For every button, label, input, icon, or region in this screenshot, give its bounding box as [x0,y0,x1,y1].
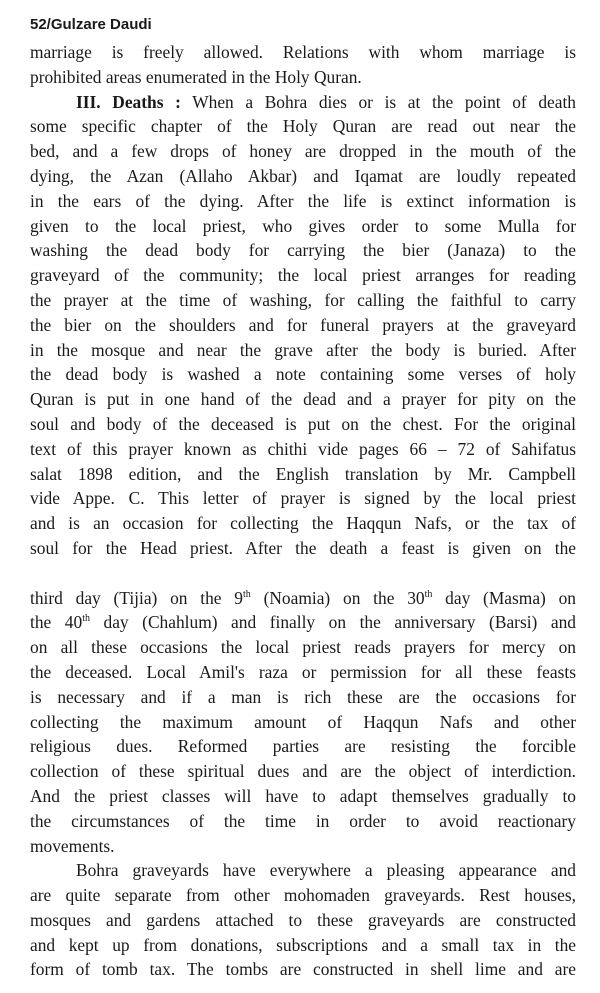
text-line: some specific chapter of the Holy Quran are read out near the [30,116,576,137]
text-line: mosques and gardens attached to these graveyards are constructed [30,909,576,930]
paragraph-graveyards [30,858,576,982]
text-line: is necessary and if a man is rich these are the occasions for [30,686,576,707]
ordinal-suffix: th [424,588,433,600]
text-run: When a Bohra dies or is at the point of death [180,91,576,112]
text-line [30,586,576,611]
text-line [30,90,576,115]
text-line: on all these occasions the local priest reads prayers for mercy on [30,637,576,658]
text-line: marriage is freely allowed. Relations with whom marriage is [30,42,576,62]
text-line: movements. [30,835,115,856]
text-run: the 40 [30,612,83,633]
text-line: Bohra graveyards have everywhere a pleasing appearance and [76,860,576,881]
text-line: And the priest classes will have to adapt themselves gradually to [30,785,576,806]
text-line: given to the local priest, who gives order to some Mulla for [30,215,576,236]
text-line: in the ears of the dying. After the life is extinct information is [30,190,576,211]
text-line: text of this prayer known as chithi vide pages 66 – 72 of Sahifatus [30,438,576,459]
text-line: vide Appe. C. This letter of prayer is signed by the local priest [30,488,576,509]
text-line: religious dues. Reformed parties are resisting the forcible [30,736,576,757]
text-line: in the mosque and near the grave after the body is buried. After [30,339,576,360]
text-line: salat 1898 edition, and the English translation by Mr. Campbell [30,463,576,484]
text-line: prohibited areas enumerated in the Holy Quran. [30,66,362,87]
text-line: dying, the Azan (Allaho Akbar) and Iqamat are loudly repeated [30,165,576,186]
text-line: collection of these spiritual dues and are the object of interdiction. [30,761,576,782]
paragraph-marriage [30,40,576,90]
text-line: soul and body of the deceased is put on the chest. For the original [30,413,576,434]
text-line [30,561,576,586]
text-line: graveyard of the community; the local priest arranges for reading [30,265,576,286]
section-heading: III. Deaths : [76,91,181,112]
ordinal-suffix: th [82,613,90,625]
text-line: the circumstances of the time in order to avoid reactionary [30,810,576,831]
text-line: the dead body is washed a note containing some verses of holy [30,364,576,385]
running-head: 52/Gulzare Daudi [30,16,152,33]
text-line: and is an occasion for collecting the Haqqun Nafs, or the tax of [30,513,576,534]
text-run: day (Chahlum) and finally on the anniversary (Barsi) and [89,612,576,633]
text-line [30,610,576,635]
text-line: the prayer at the time of washing, for calling the faithful to carry [30,289,576,310]
text-line: are quite separate from other mohomaden graveyards. Rest houses, [30,885,576,906]
text-run: day (Masma) on [432,587,576,608]
text-line: the bier on the shoulders and for funeral prayers at the graveyard [30,314,576,335]
text-line: and kept up from donations, subscriptions and a small tax in the [30,934,576,955]
text-run: third day (Tijia) on the 9 [30,587,244,608]
text-line: bed, and a few drops of honey are dropped in the mouth of the [30,141,576,162]
text-line: soul for the Head priest. After the death a feast is given on the [30,537,576,558]
text-line: washing the dead body for carrying the bier (Janaza) to the [30,240,576,261]
text-line: Quran is put in one hand of the dead and a prayer for pity on the [30,389,576,410]
paragraph-deaths [30,90,576,859]
text-run: (Noamia) on the 30 [250,587,425,608]
ordinal-suffix: th [243,588,251,600]
text-line: form of tomb tax. The tombs are constructed in shell lime and are [30,959,576,980]
text-line: collecting the maximum amount of Haqqun Nafs and other [30,711,576,732]
text-line: the deceased. Local Amil's raza or permission for all these feasts [30,661,576,682]
